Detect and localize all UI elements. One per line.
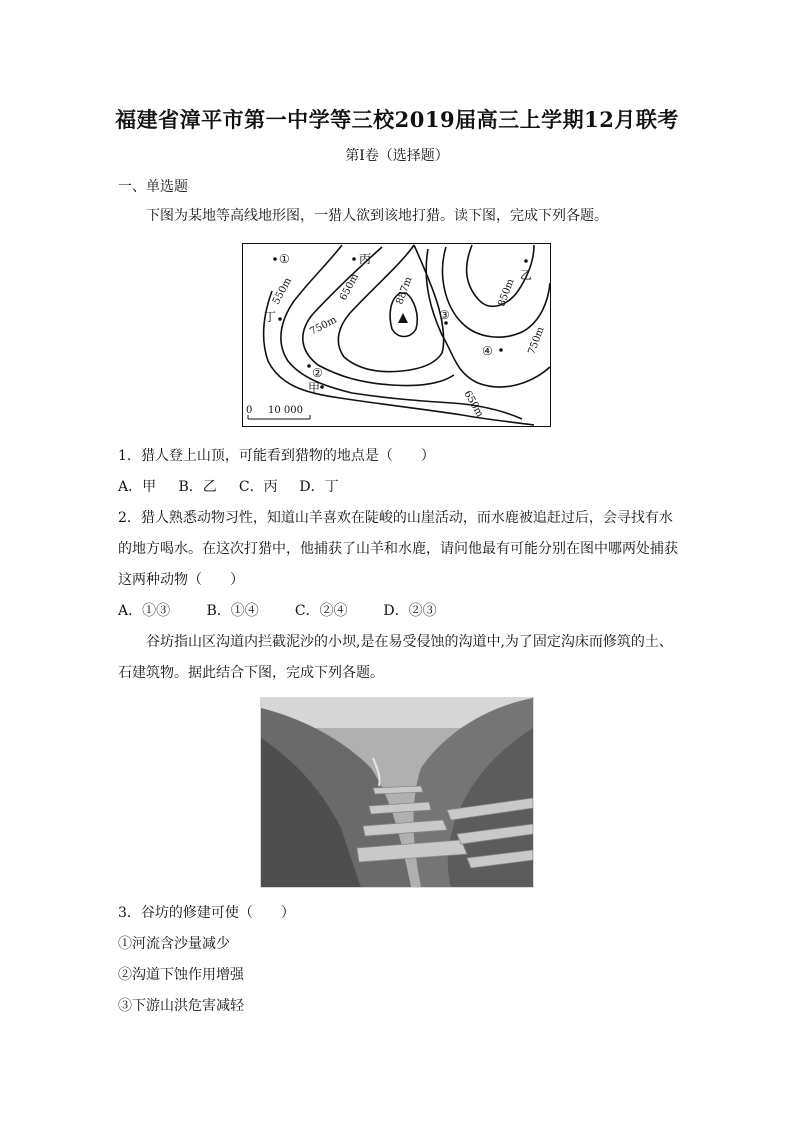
section-heading: 一、单选题 [118,179,188,195]
q2-option-a: A．①③ [118,603,171,619]
contour-label-750-right: 750m [526,325,547,357]
contour-label-650-left: 650m [337,272,362,303]
check-dam-photo [260,697,534,888]
question-1-stem: 1．猎人登上山顶，可能看到猎物的地点是（ ） [118,448,435,464]
question-1-options [118,477,339,497]
contour-label-550: 550m [270,276,295,307]
q2-option-c: C．②④ [294,603,348,619]
q2-option-d: D．②③ [383,603,437,619]
q2-option-b: B．①④ [206,603,259,619]
point-label-ding: 丁 [264,310,277,324]
q1-option-b: B．乙 [178,479,217,495]
point-label-4: ④ [482,344,493,358]
intro-paragraph-1: 下图为某地等高线地形图，一猎人欲到该地打猎。读下图，完成下列各题。 [146,208,608,224]
contour-label-750-left: 750m [308,314,339,338]
question-2-line-1: 2．猎人熟悉动物习性，知道山羊喜欢在陡峻的山崖活动，而水鹿被追赶过后，会寻找有水 [118,510,673,526]
question-3-item-3: ③下游山洪危害减轻 [118,998,244,1014]
question-3-item-2: ②沟道下蚀作用增强 [118,967,244,983]
scale-start: 0 [246,405,253,416]
contour-label-887: 887m [394,275,415,307]
question-3-stem: 3．谷坊的修建可使（ ） [118,905,295,921]
q1-option-d: D．丁 [299,479,339,495]
intro-paragraph-2-line-1: 谷坊指山区沟道内拦截泥沙的小坝,是在易受侵蚀的沟道中,为了固定沟床而修筑的土、 [146,634,673,650]
point-label-3: ③ [439,308,450,322]
contour-label-850: 850m [496,277,517,309]
question-3-item-1: ①河流含沙量减少 [118,936,230,952]
q1-option-a: A．甲 [118,479,157,495]
scale-end: 10 000 [268,405,303,416]
point-label-jia: 甲 [308,381,321,395]
q1-option-c: C．丙 [238,479,278,495]
question-2-line-3: 这两种动物（ ） [118,572,244,588]
point-label-yi: 乙 [520,268,533,282]
question-2-line-2: 的地方喝水。在这次打猎中，他捕获了山羊和水鹿，请问他最有可能分别在图中哪两处捕获 [118,541,678,557]
question-2-options [118,601,437,621]
page-subtitle: 第Ⅰ卷（选择题） [345,148,449,164]
point-label-bing: 丙 [359,252,372,266]
intro-paragraph-2-line-2: 石建筑物。据此结合下图，完成下列各题。 [118,665,384,681]
point-label-2: ② [312,366,323,380]
contour-map [242,243,551,427]
page-title: 福建省漳平市第一中学等三校2019届高三上学期12月联考 [115,107,679,132]
point-label-1: ① [279,252,290,266]
contour-label-650-right: 650m [461,389,486,420]
